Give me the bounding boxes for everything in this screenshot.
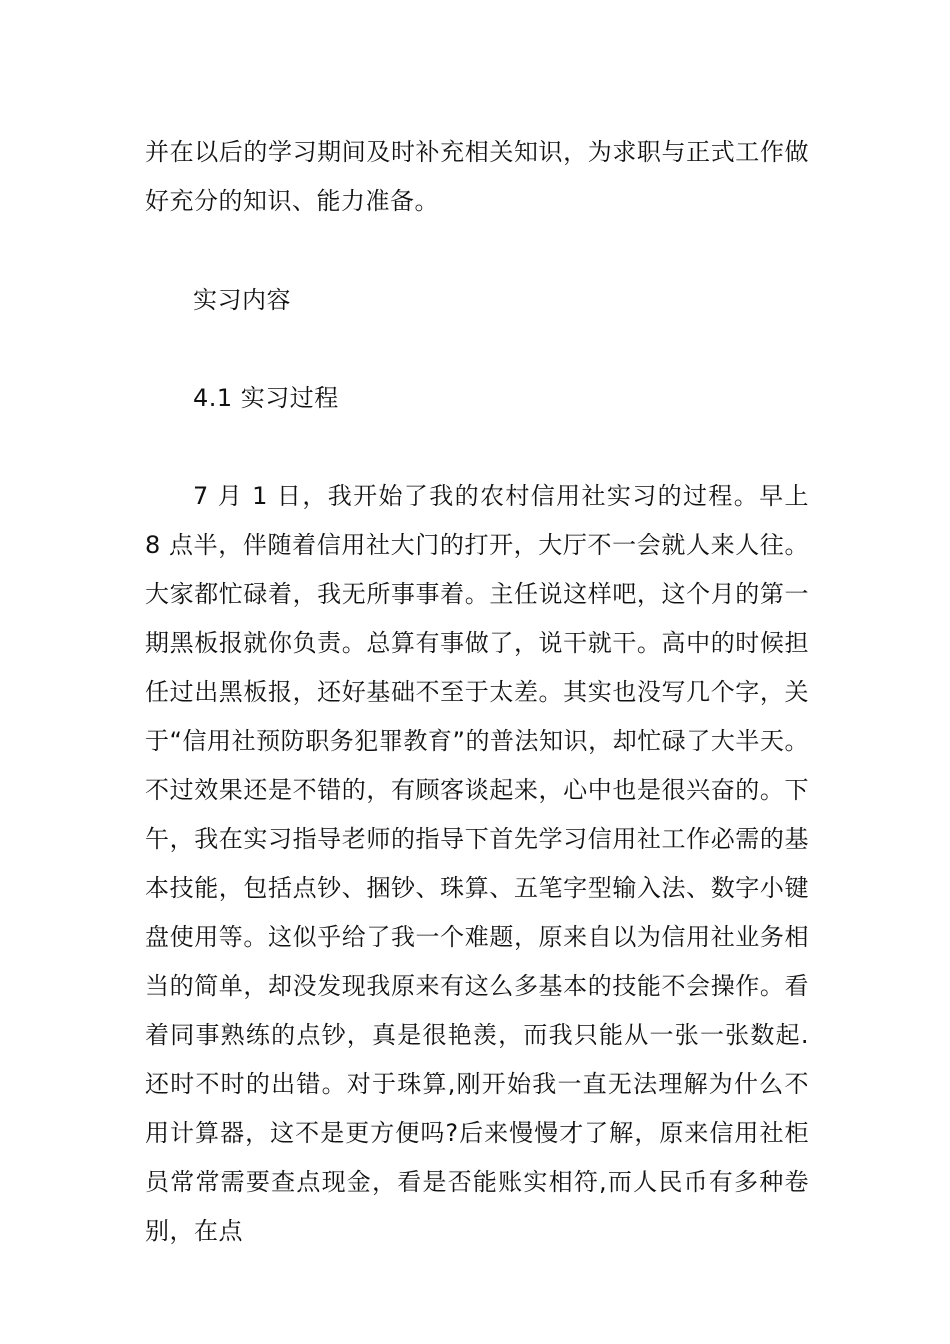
paragraph-continuation: 并在以后的学习期间及时补充相关知识，为求职与正式工作做好充分的知识、能力准备。 — [145, 138, 809, 215]
section-heading: 实习内容 — [193, 286, 291, 314]
subsection-heading: 4.1 实习过程 — [193, 384, 339, 412]
body-paragraph: 7 月 1 日，我开始了我的农村信用社实习的过程。早上 8 点半，伴随着信用社大门的打开，大厅不一会就人来人往。大家都忙碌着，我无所事事着。主任说这样吧，这个月的第一期黑板报就你负责。总算有事做了，说干就干。高中的时候担任过出黑板报，还好基础不至于太差。其实也没写几个字，关于“信用社预防职务犯罪教育”的普法知识，却忙碌了大半天。不过效果还是不错的，有顾客谈起来，心中也是很兴奋的。下午，我在实习指导老师的指导下首先学习信用社工作必需的基本技能，包括点钞、捆钞、珠算、五笔字型输入法、数字小键盘使用等。这似乎给了我一个难题，原来自以为信用社业务相当的简单，却没发现我原来有这么多基本的技能不会操作。看着同事熟练的点钞，真是很艳羡，而我只能从一张一张数起.还时不时的出错。对于珠算,刚开始我一直无法理解为什么不用计算器，这不是更方便吗?后来慢慢才了解，原来信用社柜员常常需要查点现金，看是否能账实相符,而人民币有多种卷别，在点 — [145, 482, 809, 1245]
